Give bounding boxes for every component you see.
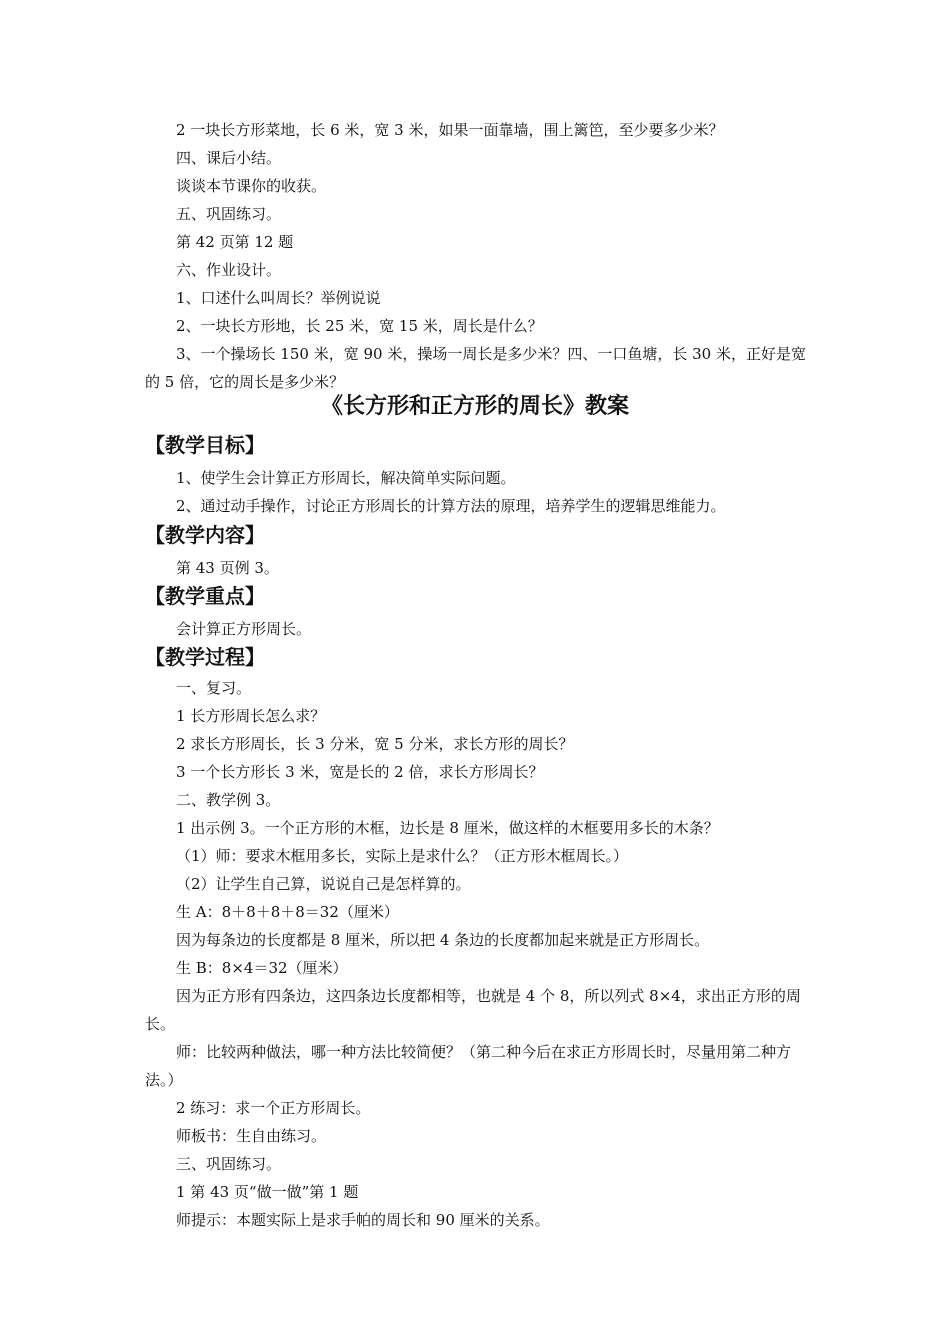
summary-text: 谈谈本节课你的收获。: [176, 177, 327, 195]
key-text: 会计算正方形周长。: [176, 620, 312, 638]
teacher-comparison: 师：比较两种做法，哪一种方法比较简便？（第二种今后在求正方形周长时，尽量用第二种方法。）: [145, 1043, 792, 1089]
homework-item-1: 1、口述什么叫周长？举例说说: [176, 289, 381, 307]
homework-item-3: 3、一个操场长 150 米，宽 90 米，操场一周长是多少米？四、一口鱼塘，长 30 米，正好是宽的 5 倍，它的周长是多少米？: [145, 345, 806, 391]
student-a-explanation: 因为每条边的长度都是 8 厘米，所以把 4 条边的长度都加起来就是正方形周长。: [176, 931, 710, 949]
process-consolidation-heading: 三、巩固练习。: [176, 1155, 282, 1173]
content-text: 第 43 页例 3。: [176, 559, 279, 577]
key-heading: 【教学重点】: [145, 584, 265, 608]
student-b-explanation: 因为正方形有四条边，这四条边长度都相等，也就是 4 个 8，所以列式 8×4，求出正方形的周长。: [145, 987, 801, 1033]
process-example-heading: 二、教学例 3。: [176, 791, 281, 809]
goal-item-1: 1、使学生会计算正方形周长，解决简单实际问题。: [176, 469, 516, 487]
teacher-board-note: 师板书：生自由练习。: [176, 1127, 327, 1145]
process-review-heading: 一、复习。: [176, 679, 252, 697]
process-heading: 【教学过程】: [145, 645, 265, 669]
content-heading: 【教学内容】: [145, 523, 265, 547]
goal-item-2: 2、通过动手操作，讨论正方形周长的计算方法的原理，培养学生的逻辑思维能力。: [176, 497, 726, 515]
section-summary-heading: 四、课后小结。: [176, 149, 282, 167]
consolidation-item-1: 1 第 43 页“做一做”第 1 题: [176, 1183, 359, 1201]
practice-reference: 第 42 页第 12 题: [176, 233, 294, 251]
section-homework-heading: 六、作业设计。: [176, 261, 282, 279]
review-item-1: 1 长方形周长怎么求？: [176, 707, 326, 725]
practice-square-perimeter: 2 练习：求一个正方形周长。: [176, 1099, 371, 1117]
homework-item-2: 2、一块长方形地，长 25 米，宽 15 米，周长是什么？: [176, 317, 543, 335]
example-step-2: （2）让学生自己算，说说自己是怎样算的。: [176, 875, 471, 893]
student-b-answer: 生 B：8×4＝32（厘米）: [176, 959, 348, 977]
example-prompt: 1 出示例 3。一个正方形的木框，边长是 8 厘米，做这样的木框要用多长的木条？: [176, 819, 719, 837]
review-item-2: 2 求长方形周长，长 3 分米，宽 5 分米，求长方形的周长？: [176, 735, 574, 753]
section-practice-heading: 五、巩固练习。: [176, 205, 282, 223]
example-step-1: （1）师：要求木框用多长，实际上是求什么？（正方形木框周长。）: [176, 847, 629, 865]
teacher-hint: 师提示：本题实际上是求手帕的周长和 90 厘米的关系。: [176, 1211, 550, 1229]
review-item-3: 3 一个长方形长 3 米，宽是长的 2 倍，求长方形周长？: [176, 763, 544, 781]
student-a-answer: 生 A：8＋8＋8＋8＝32（厘米）: [176, 903, 399, 921]
lesson-title: 《长方形和正方形的周长》教案: [320, 393, 629, 419]
exercise-line-vegetable-field: 2 一块长方形菜地，长 6 米，宽 3 米，如果一面靠墙，围上篱笆，至少要多少米？: [176, 121, 724, 139]
goals-heading: 【教学目标】: [145, 433, 265, 457]
